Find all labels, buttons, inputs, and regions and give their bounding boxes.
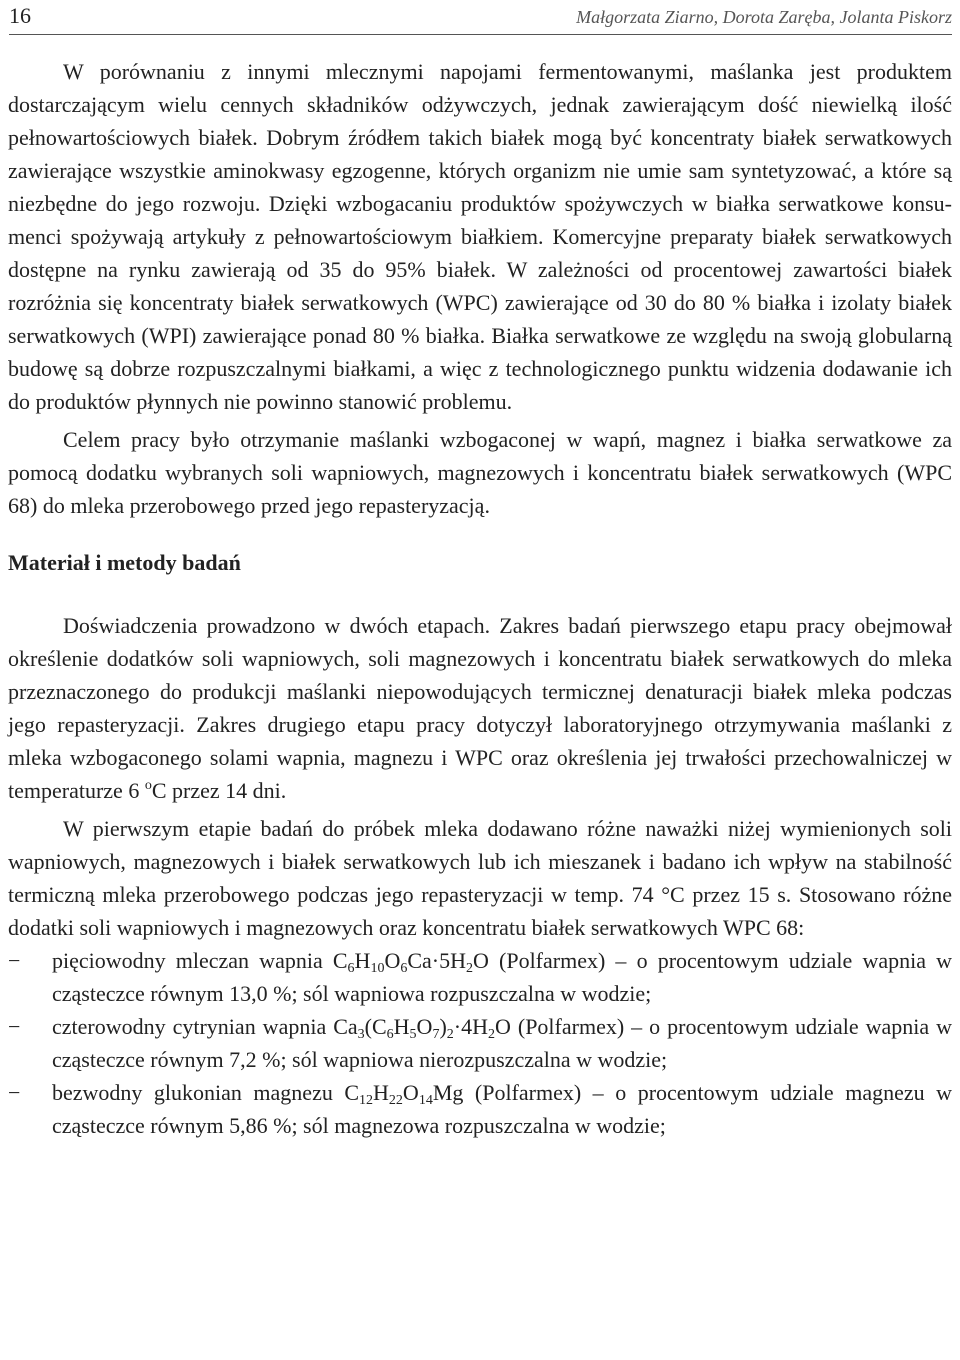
section-heading-methods: Materiał i metody badań xyxy=(8,550,241,575)
formula-part: O xyxy=(416,1014,433,1039)
intro-paragraph-1: W porównaniu z innymi mlecznymi napojami fermentowanymi, maślanka jest produktem dostarczającym wielu cennych składników odżywczych, jednak zawierającym dość niewielką ilość pełnowartościowych białek. Dobrym źródłem takich białek mogą być koncentraty białek serwatkowych zawierające wszystkie aminokwasy egzogenne, których organizm nie umie sam syntetyzować, a które są niezbędne do jego rozwoju. Dzięki wzbogacaniu produktów spożywczych w białka serwatkowe konsumenci spożywają artykuły z pełnowartościowym białkiem. Komercyjne preparaty białek serwatkowych dostępne na rynku zawierają od 35 do 95% białek. W zależności od procentowej zawartości białek rozróżnia się koncentraty białek serwatkowych (WPC) zawierające od 30 do 80 % białka i izolaty białek serwatkowych (WPI) zawierające ponad 80 % białka. Białka serwatkowe ze względu na swoją globularną budowę są dobrze rozpuszczalnymi białkami, a więc z technologicznego punktu widzenia dodawanie ich do produktów płynnych nie powinno stanowić problemu. xyxy=(8,59,952,414)
formula-subscript: 6 xyxy=(347,961,355,976)
list-item-2-lead: czterowodny cytrynian wapnia xyxy=(52,1014,334,1039)
formula-subscript: 7 xyxy=(432,1027,440,1042)
methods-paragraph-1 xyxy=(8,609,952,807)
formula-part: O xyxy=(472,948,489,973)
formula-part: C xyxy=(344,1080,360,1105)
formula-part: ·4H xyxy=(453,1014,488,1039)
formula-subscript: 6 xyxy=(400,961,408,976)
formula-subscript: 6 xyxy=(386,1027,394,1042)
methods-paragraph-2: W pierwszym etapie badań do próbek mleka dodawano różne naważki niżej wymienionych soli wapniowych, magnezowych i białek serwatkowych lub ich mieszanek i badano ich wpływ na stabilność termiczną mleka przerobowego podczas jego repasteryzacji w temp. 74 °C przez 15 s. Stosowano różne dodatki soli wapniowych i magnezowych oraz koncentratu białek serwatkowych WPC 68: xyxy=(8,816,952,940)
additives-list xyxy=(8,944,952,1142)
formula-subscript: 2 xyxy=(465,961,473,976)
methods-paragraph-1-tail: C przez 14 dni. xyxy=(151,778,287,803)
intro-paragraph-2: Celem pracy było otrzymanie maślanki wzbogaconej w wapń, magnez i białka serwatkowe za pomocą dodatku wybranych soli wapniowych, magnezowych i koncentratu białek serwatkowych (WPC 68) do mleka przerobowego przed jego repasteryzacją. xyxy=(8,427,952,518)
formula-part: (C xyxy=(364,1014,387,1039)
formula-part: Ca xyxy=(333,1014,358,1039)
formula-part: ) xyxy=(439,1014,447,1039)
formula-subscript: 22 xyxy=(388,1093,403,1108)
formula-part: H xyxy=(393,1014,410,1039)
article-body xyxy=(8,55,952,1142)
degree-mark: o xyxy=(144,778,152,793)
list-dash: − xyxy=(8,1080,21,1105)
list-dash: − xyxy=(8,948,21,973)
formula-subscript: 5 xyxy=(409,1027,417,1042)
formula-subscript: 2 xyxy=(487,1027,495,1042)
formula-subscript: 14 xyxy=(418,1093,433,1108)
chemical-formula-calcium-citrate xyxy=(333,1014,511,1042)
list-item-3-tail: (Polfarmex) – o procentowym udziale magnezu w cząsteczce równym 5,86 %; sól magnezowa rozpuszczalna w wodzie; xyxy=(52,1080,953,1138)
running-header xyxy=(9,0,952,35)
methods-paragraph-1-text: Doświadczenia prowadzono w dwóch etapach. Zakres badań pierwszego etapu pracy obejmował określenie dodatków soli wapniowych, soli magnezowych i koncentratu białek serwatkowych do mleka przeznaczonego do produkcji maślanki niepowodujących termicznej denaturacji białek mleka podczas jego repasteryzacji. Zakres drugiego etapu pracy dotyczył laboratoryjnego otrzymywania maślanki z mleka wzbogaconego solami wapnia, magnezu i WPC oraz określenia jej trwałości przechowalniczej w temperaturze 6 xyxy=(8,613,952,803)
formula-subscript: 10 xyxy=(370,961,385,976)
list-item xyxy=(8,1076,952,1142)
chemical-formula-calcium-lactate xyxy=(332,948,489,976)
formula-part: H xyxy=(373,1080,389,1105)
list-item-1-tail: (Polfarmex) – o procentowym udziale wapnia w cząsteczce równym 13,0 %; sól wapniowa rozpuszczalna w wodzie; xyxy=(52,948,952,1006)
chemical-formula-magnesium-gluconate xyxy=(344,1080,464,1108)
formula-subscript: 12 xyxy=(359,1093,374,1108)
formula-part: Ca·5H xyxy=(407,948,466,973)
formula-part: O xyxy=(402,1080,419,1105)
list-item xyxy=(8,1010,952,1076)
running-authors: Małgorzata Ziarno, Dorota Zaręba, Jolanta Piskorz xyxy=(576,7,952,27)
page-number: 16 xyxy=(9,3,31,28)
list-item-1-lead: pięciowodny mleczan wapnia xyxy=(52,948,333,973)
formula-subscript: 3 xyxy=(357,1027,365,1042)
list-item-3-lead: bezwodny glukonian magnezu xyxy=(52,1080,345,1105)
formula-subscript: 2 xyxy=(446,1027,454,1042)
formula-part: H xyxy=(354,948,371,973)
formula-part: C xyxy=(332,948,348,973)
formula-part: O xyxy=(494,1014,511,1039)
list-item-2-tail: (Polfarmex) – o procentowym udziale wapnia w cząsteczce równym 7,2 %; sól wapniowa nierozpuszczalna w wodzie; xyxy=(52,1014,952,1072)
formula-part: O xyxy=(384,948,401,973)
formula-part: Mg xyxy=(432,1080,464,1105)
list-item xyxy=(8,944,952,1010)
list-dash: − xyxy=(8,1014,21,1039)
